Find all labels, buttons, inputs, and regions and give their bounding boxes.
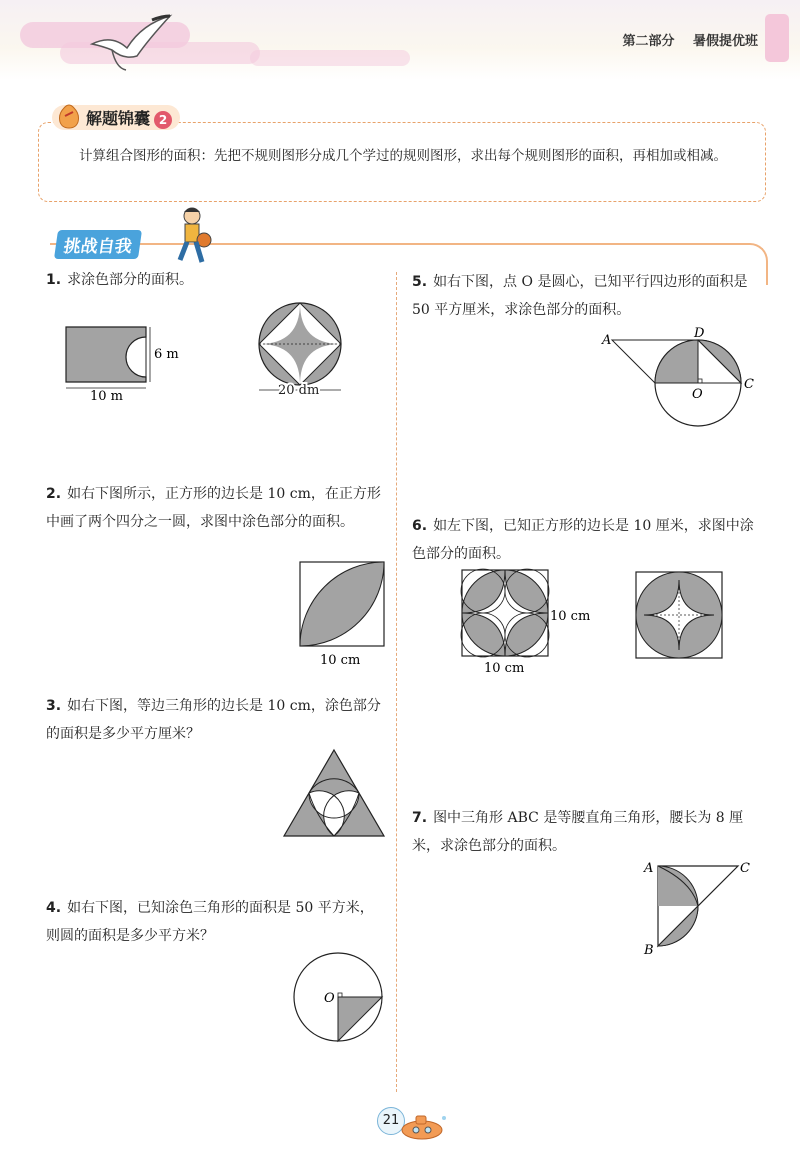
challenge-title: 挑战自我 bbox=[54, 230, 142, 259]
q5-point-o: O bbox=[692, 387, 703, 402]
header-title bbox=[608, 30, 758, 49]
q1-diameter-label: 20 dm bbox=[278, 383, 320, 398]
q6-side-label: 10 cm bbox=[550, 609, 591, 624]
question-number: 6. bbox=[412, 518, 428, 534]
column-divider bbox=[396, 272, 397, 1092]
question-text: 如右下图所示，正方形的边长是 10 cm，在正方形中画了两个四分之一圆，求图中涂色部分的面积。 bbox=[46, 486, 381, 530]
question-number: 4. bbox=[46, 900, 62, 916]
question-text: 求涂色部分的面积。 bbox=[67, 272, 194, 288]
q5-point-d: D bbox=[694, 326, 705, 341]
header-part: 第二部分 bbox=[622, 34, 675, 49]
question-number: 5. bbox=[412, 274, 428, 290]
q1-height-label: 6 m bbox=[154, 347, 179, 362]
q2-figure bbox=[298, 560, 388, 670]
question-number: 7. bbox=[412, 810, 428, 826]
q7-point-a: A bbox=[644, 861, 654, 876]
q6-figure-right bbox=[634, 570, 730, 662]
question-6 bbox=[412, 512, 762, 568]
question-3 bbox=[46, 692, 386, 748]
cloud-decoration bbox=[250, 50, 410, 66]
page-number: 21 bbox=[377, 1107, 405, 1135]
kid-basketball-illustration bbox=[168, 206, 218, 266]
question-text: 如右下图，等边三角形的边长是 10 cm，涂色部分的面积是多少平方厘米？ bbox=[46, 698, 381, 742]
q5-point-a: A bbox=[602, 333, 612, 348]
header-series: 暑假提优班 bbox=[692, 34, 758, 49]
q6-figure-left bbox=[458, 568, 598, 678]
q5-figure bbox=[600, 326, 760, 436]
tip-text: 计算组合图形的面积：先把不规则图形分成几个学过的规则图形，求出每个规则图形的面积，再相加或相减。 bbox=[79, 148, 727, 164]
question-text: 如右下图，已知涂色三角形的面积是 50 平方米，则圆的面积是多少平方米？ bbox=[46, 900, 374, 944]
submarine-icon bbox=[398, 1112, 448, 1142]
q1-figure-a bbox=[60, 322, 190, 402]
question-7 bbox=[412, 804, 762, 860]
q1-width-label: 10 m bbox=[90, 389, 124, 402]
question-number: 2. bbox=[46, 486, 62, 502]
q6-bottom-label: 10 cm bbox=[484, 661, 525, 676]
question-text: 图中三角形 ABC 是等腰直角三角形，腰长为 8 厘米，求涂色部分的面积。 bbox=[412, 810, 744, 854]
header-tab bbox=[765, 14, 789, 62]
q7-figure bbox=[640, 856, 760, 960]
question-text: 如左下图，已知正方形的边长是 10 厘米，求图中涂色部分的面积。 bbox=[412, 518, 754, 562]
q3-figure bbox=[282, 748, 386, 840]
question-text: 如右下图，点 O 是圆心，已知平行四边形的面积是 50 平方厘米，求涂色部分的面积。 bbox=[412, 274, 748, 318]
q4-figure bbox=[290, 950, 390, 1044]
question-4 bbox=[46, 894, 386, 950]
question-number: 3. bbox=[46, 698, 62, 714]
question-number: 1. bbox=[46, 272, 62, 288]
tip-title: 解题锦囊 2 bbox=[52, 105, 180, 130]
tip-header bbox=[52, 104, 180, 130]
q7-point-b: B bbox=[644, 943, 654, 958]
tip-badge: 2 bbox=[154, 111, 172, 129]
q4-point-o: O bbox=[324, 991, 335, 1006]
q1-figure-b bbox=[254, 298, 354, 398]
q5-point-c: C bbox=[744, 377, 754, 392]
q2-side-label: 10 cm bbox=[320, 653, 361, 668]
money-bag-icon bbox=[54, 100, 84, 130]
q7-point-c: C bbox=[740, 861, 750, 876]
question-5 bbox=[412, 268, 762, 324]
seagull-illustration bbox=[82, 10, 182, 80]
question-2 bbox=[46, 480, 386, 536]
question-1 bbox=[46, 266, 386, 294]
